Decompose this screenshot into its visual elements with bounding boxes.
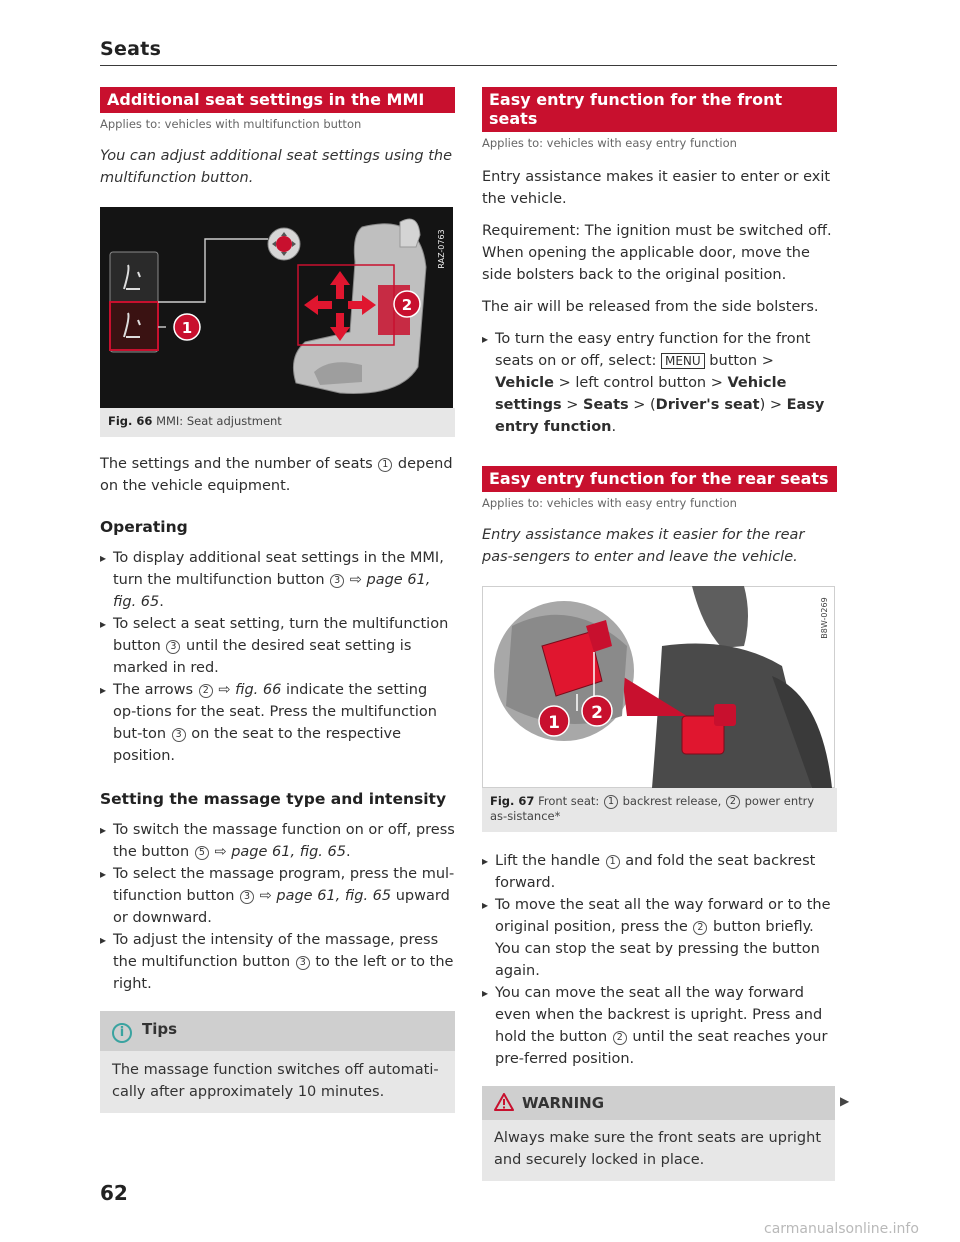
front-seat-list — [482, 328, 837, 438]
figure-link[interactable]: fig. 66 — [235, 682, 282, 698]
callout-1-label: 1 — [548, 713, 560, 733]
ref-circle: 1 — [604, 795, 618, 809]
list-item: ▸ Lift the handle 1 and fold the seat backrest forward. — [482, 850, 837, 894]
figure-label: Fig. 67 — [490, 794, 535, 808]
ref-circle: 3 — [296, 956, 310, 970]
list-item: ▸ To adjust the intensity of the massage, press the multifunction button 3 to the left or to the right. — [100, 929, 455, 995]
ref-circle: 1 — [606, 855, 620, 869]
ref-circle: 2 — [693, 921, 707, 935]
figure-67 — [482, 586, 837, 832]
figure-66 — [100, 207, 455, 437]
page-number: 62 — [100, 1181, 128, 1205]
massage-list — [100, 819, 455, 995]
list-item: ▸ You can move the seat all the way forward even when the backrest is upright. Press and hold the button 2 until the seat reaches your pre-ferred position. — [482, 982, 837, 1070]
list-item: ▸ To display additional seat settings in the MMI, turn the multifunction button 3 ⇨ page 61, fig. 65. — [100, 547, 455, 613]
ref-circle: 3 — [240, 890, 254, 904]
warning-triangle-icon — [494, 1093, 514, 1111]
para-text: The settings and the number of seats — [100, 456, 373, 472]
applies-to: Applies to: vehicles with easy entry function — [482, 496, 737, 510]
paragraph: Requirement: The ignition must be switched off. When opening the applicable door, move the side bolsters back to the original position. — [482, 223, 832, 283]
rear-seat-list — [482, 850, 837, 1070]
applies-to: Applies to: vehicles with easy entry function — [482, 136, 737, 150]
list-item: ▸ To move the seat all the way forward or to the original position, press the 2 button briefly. You can stop the seat by pressing the button again. — [482, 894, 837, 982]
section-banner-mmi: Additional seat settings in the MMI — [100, 87, 455, 113]
ref-circle: 2 — [726, 795, 740, 809]
figure-text: MMI: Seat adjustment — [156, 414, 282, 428]
list-item: ▸ To switch the massage function on or off, press the button 5 ⇨ page 61, fig. 65. — [100, 819, 455, 863]
left-column — [100, 87, 455, 1113]
easy-entry-illustration — [482, 586, 835, 788]
ref-circle: 3 — [172, 728, 186, 742]
seat-button-icon — [714, 704, 736, 726]
page-reference-arrow-icon: ⇨ — [259, 888, 272, 904]
page-link[interactable]: page 61, fig. 65 — [276, 888, 392, 904]
list-item: ▸ The arrows 2 ⇨ fig. 66 indicate the setting op-tions for the seat. Press the multifunction but-ton 3 on the seat to the respective position. — [100, 679, 455, 767]
headrest-icon — [400, 219, 420, 247]
selected-seat-setting — [110, 302, 158, 350]
warning-body: Always make sure the front seats are upright and securely locked in place. — [494, 1130, 822, 1168]
header-rule — [100, 65, 837, 66]
tips-header — [100, 1011, 455, 1051]
ref-circle: 5 — [195, 846, 209, 860]
section-title: Seats — [100, 38, 162, 60]
operating-heading: Operating — [100, 518, 188, 536]
paragraph: Entry assistance makes it easier to enter or exit the vehicle. — [482, 169, 831, 207]
figure-code: RAZ-0763 — [437, 229, 446, 269]
continue-arrow-icon: ▶ — [840, 1094, 850, 1108]
paragraph: The air will be released from the side bolsters. — [482, 299, 819, 315]
multifunction-center-icon — [276, 236, 292, 252]
intro-text: You can adjust additional seat settings using the multifunction button. — [100, 148, 453, 186]
tips-body: The massage function switches off automati-cally after approximately 10 minutes. — [112, 1062, 439, 1100]
seat-adjustment-illustration — [100, 207, 453, 408]
ref-circle: 2 — [199, 684, 213, 698]
warning-title: WARNING — [522, 1094, 605, 1112]
warning-box — [482, 1086, 835, 1181]
page-reference-arrow-icon: ⇨ — [349, 572, 362, 588]
ref-circle: 3 — [330, 574, 344, 588]
figure-label: Fig. 66 — [108, 414, 153, 428]
page-reference-arrow-icon: ⇨ — [218, 682, 231, 698]
applies-to: Applies to: vehicles with multifunction button — [100, 117, 362, 131]
callout-1-label: 1 — [181, 319, 193, 337]
ref-circle: 1 — [378, 458, 392, 472]
menu-button-key: MENU — [661, 353, 705, 369]
list-item: ▸ To select the massage program, press the mul-tifunction button 3 ⇨ page 61, fig. 65 upward or downward. — [100, 863, 455, 929]
figure-code: B8W-0269 — [820, 597, 829, 639]
intro-text: Entry assistance makes it easier for the rear pas-sengers to enter and leave the vehicle. — [482, 527, 805, 565]
list-item: ▸ To select a seat setting, turn the multifunction button 3 until the desired seat setting is marked in red. — [100, 613, 455, 679]
operating-list — [100, 547, 455, 767]
ref-circle: 3 — [166, 640, 180, 654]
section-banner-rear-seats: Easy entry function for the rear seats — [482, 466, 837, 492]
figure-caption — [100, 408, 455, 437]
massage-heading: Setting the massage type and intensity — [100, 790, 447, 808]
page-link[interactable]: page 61, fig. 65 — [113, 572, 431, 610]
page-reference-arrow-icon: ⇨ — [214, 844, 227, 860]
figure-caption: Fig. 67 Front seat: 1 backrest release, 2 power entry as-sistance* — [482, 788, 837, 832]
list-item: ▸ To turn the easy entry function for the front seats on or off, select: MENU button > Vehicle > left control button > Vehicle settings > Seats > (Driver's seat) > Easy entry function. — [482, 328, 837, 438]
settings-paragraph — [100, 453, 455, 497]
tips-title: Tips — [142, 1020, 178, 1038]
ref-circle: 2 — [613, 1031, 627, 1045]
section-banner-front-seats: Easy entry function for the front seats — [482, 87, 837, 132]
warning-header — [482, 1086, 835, 1120]
page-link[interactable]: page 61, fig. 65 — [231, 844, 346, 860]
info-icon: i — [112, 1023, 132, 1043]
right-column — [482, 87, 837, 1181]
callout-2-label: 2 — [401, 296, 413, 314]
watermark: carmanualsonline.info — [764, 1221, 919, 1237]
tips-box — [100, 1011, 455, 1113]
callout-2-label: 2 — [591, 703, 603, 723]
para-text: depend on the vehicle equipment. — [100, 456, 453, 494]
